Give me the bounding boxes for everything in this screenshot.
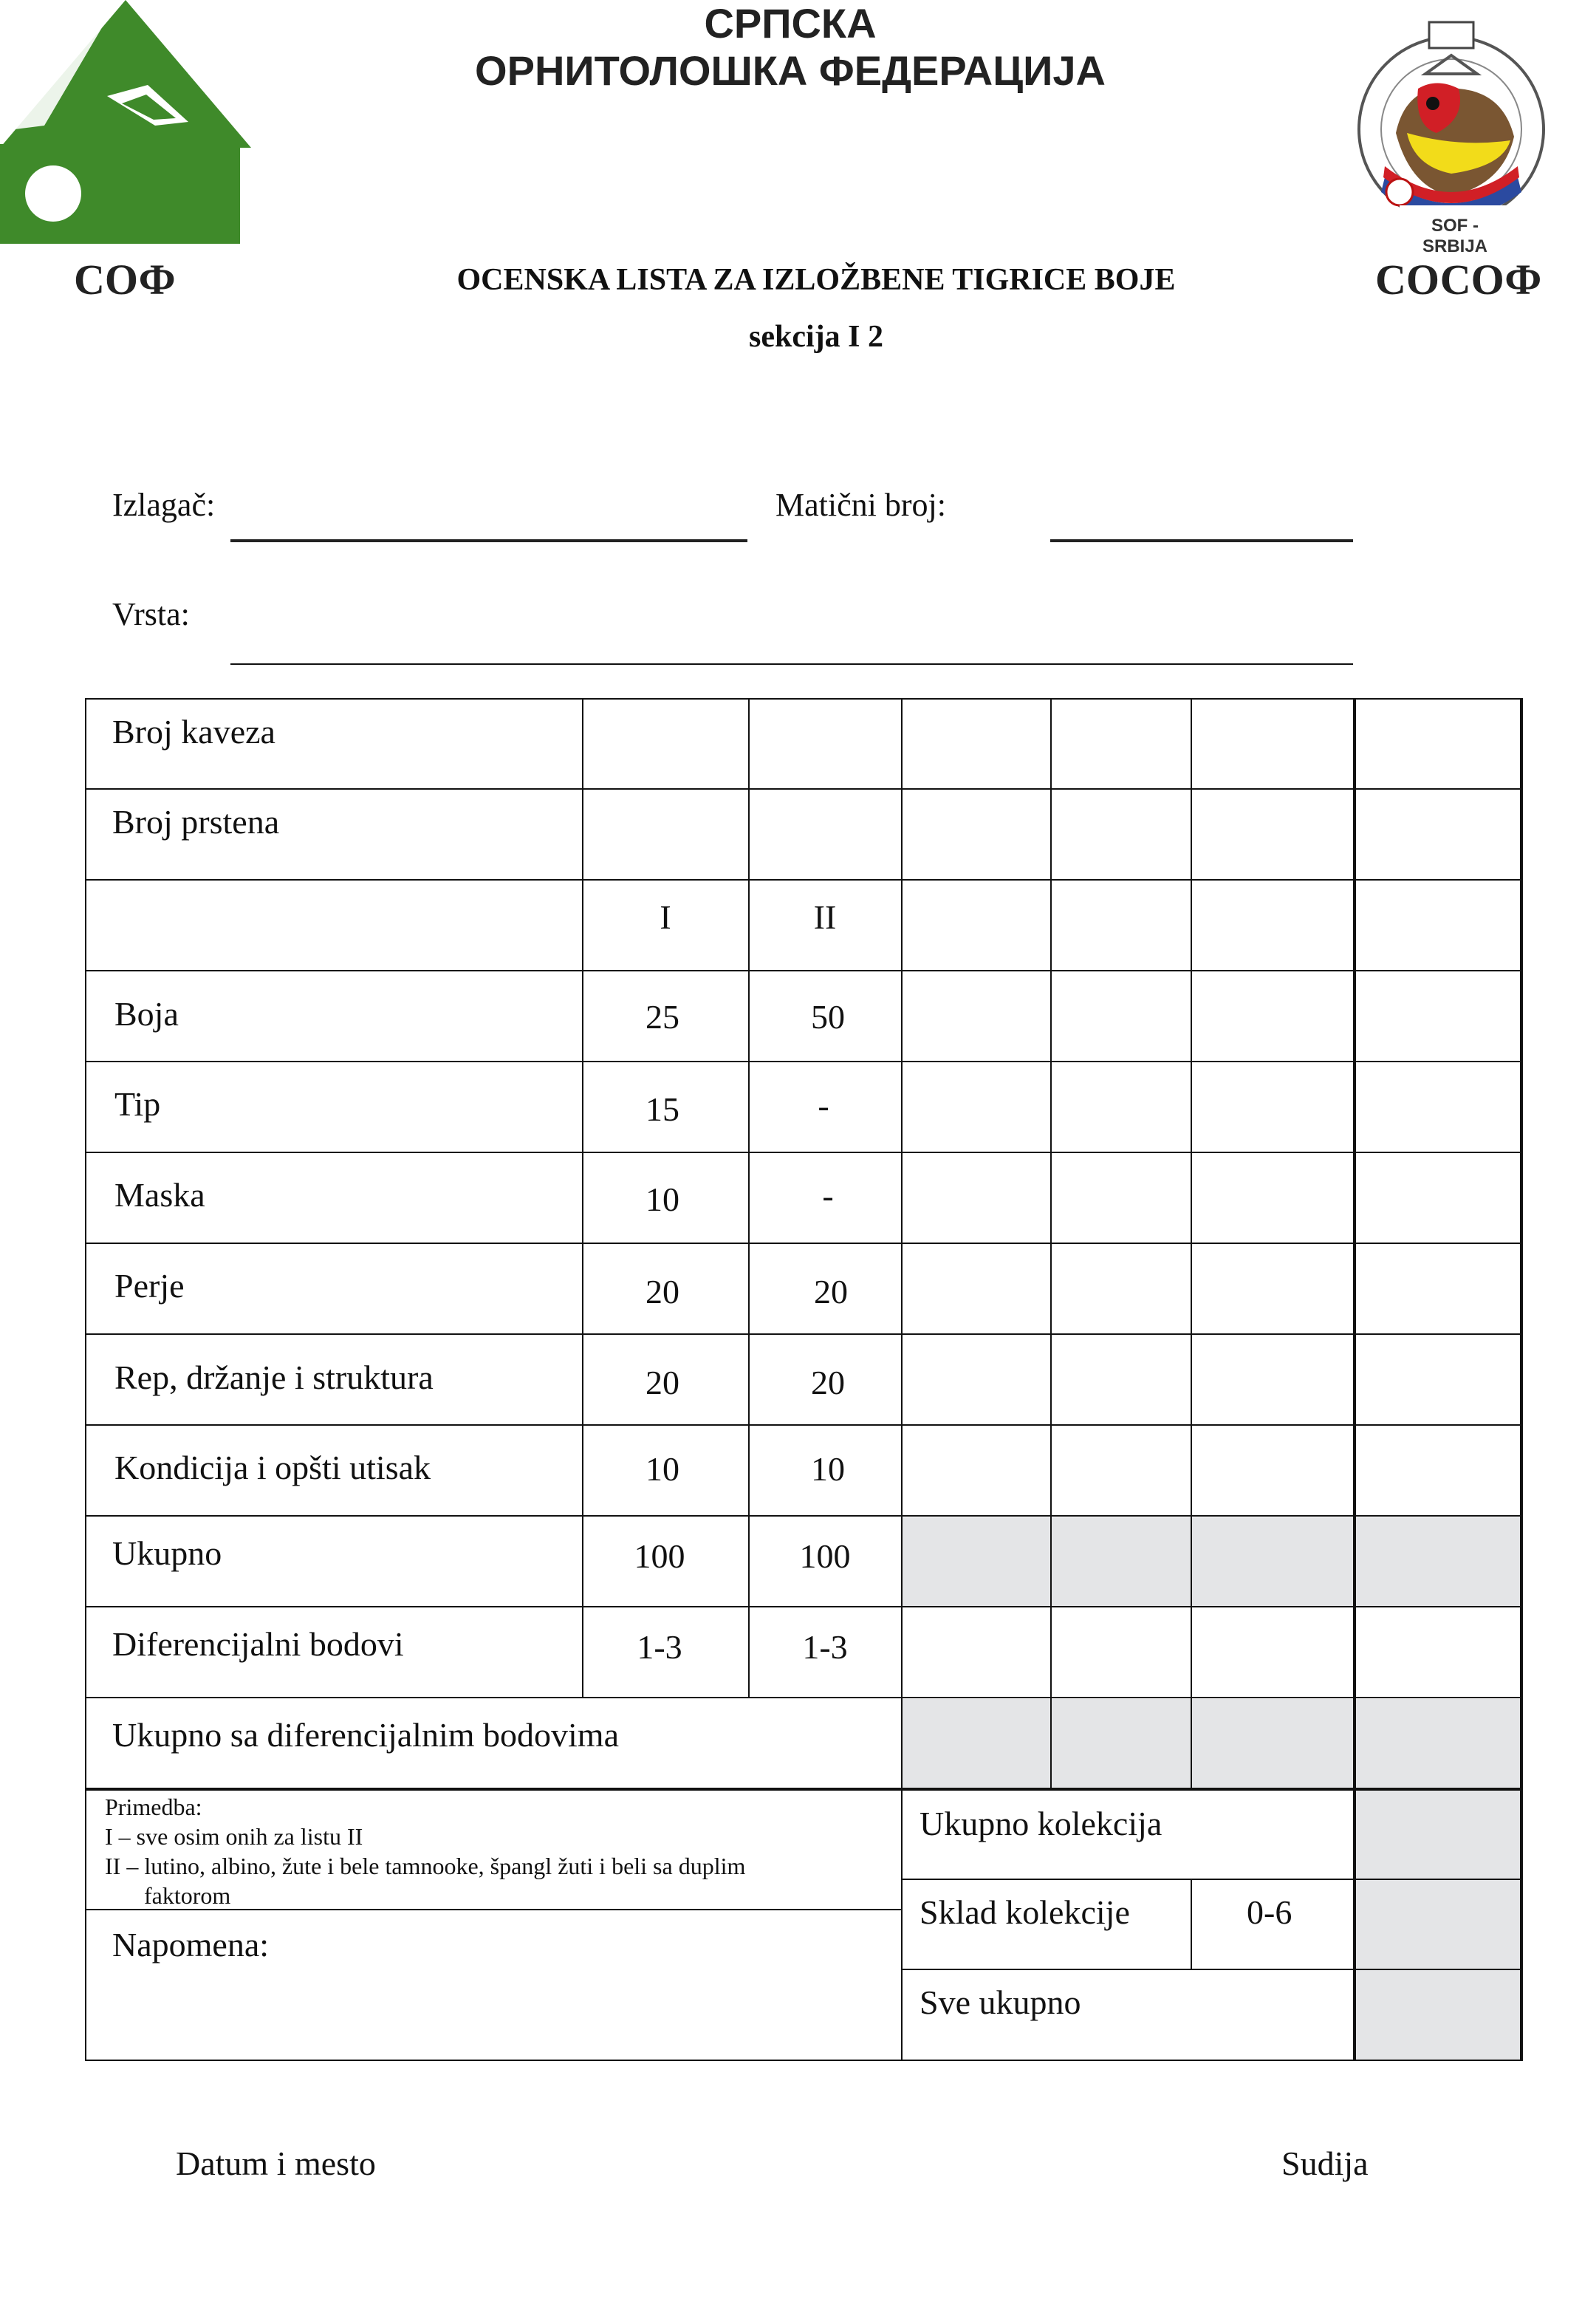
collection-harmony-range: 0-6 (1247, 1893, 1292, 1931)
collection-harmony-label: Sklad kolekcije (920, 1893, 1130, 1931)
column-header-ii: II (813, 898, 837, 936)
max-points-ii: 50 (811, 998, 845, 1036)
shaded-cell (903, 1517, 1521, 1607)
organization-name (384, 0, 1196, 95)
differential-points-ii: 1-3 (802, 1628, 848, 1666)
max-points-ii: 20 (814, 1273, 848, 1310)
criteria-label: Rep, držanje i struktura (114, 1358, 434, 1396)
remark-line-1: I – sve osim onih za listu II (105, 1823, 363, 1850)
left-abbreviation: СОФ (74, 256, 176, 304)
shaded-cell (1356, 1791, 1521, 2061)
collection-total-label: Ukupno kolekcija (920, 1805, 1162, 1842)
criteria-label: Kondicija i opšti utisak (114, 1449, 431, 1486)
differential-label: Diferencijalni bodovi (112, 1625, 404, 1663)
section-label: sekcija I 2 (749, 320, 883, 354)
org-line-2: ОРНИТОЛОШКА ФЕДЕРАЦИЈА (475, 47, 1106, 94)
remark-line-2b: faktorom (144, 1882, 231, 1909)
org-line-1: СРПСКА (704, 0, 877, 47)
species-field[interactable] (230, 663, 1353, 665)
date-place-label: Datum i mesto (176, 2144, 376, 2182)
exhibitor-field[interactable] (230, 539, 747, 542)
form-title: OCENSKA LISTA ZA IZLOŽBENE TIGRICE BOJE (456, 263, 1176, 297)
note-area[interactable] (89, 1972, 897, 2055)
total-points-i: 100 (634, 1537, 685, 1575)
criteria-label: Maska (114, 1176, 205, 1214)
criteria-label: Tip (114, 1085, 161, 1123)
right-abbreviation: СОСОФ (1375, 256, 1542, 304)
column-header-i: I (660, 898, 671, 936)
cage-number-label: Broj kaveza (112, 713, 275, 751)
max-points-i: 20 (646, 1364, 679, 1401)
differential-points-i: 1-3 (637, 1628, 682, 1666)
logo-caption: SOF - SRBIJA (1422, 216, 1488, 256)
max-points-i: 10 (646, 1450, 679, 1488)
max-points-ii: - (818, 1087, 829, 1124)
max-points-i: 15 (646, 1090, 679, 1128)
judge-label: Sudija (1281, 2144, 1369, 2182)
exhibitor-label: Izlagač: (112, 487, 216, 523)
sof-logo (0, 0, 251, 247)
max-points-ii: 10 (811, 1450, 845, 1488)
ring-number-label: Broj prstena (112, 803, 280, 841)
shaded-cell (903, 1699, 1521, 1789)
total-points-ii: 100 (799, 1537, 851, 1575)
sosof-logo (1355, 7, 1547, 256)
species-label: Vrsta: (112, 596, 190, 632)
remark-label: Primedba: (105, 1794, 202, 1820)
max-points-i: 25 (646, 998, 679, 1036)
total-label: Ukupno (112, 1534, 222, 1572)
max-points-ii: - (822, 1177, 834, 1214)
remark-line-2: II – lutino, albino, žute i bele tamnooke, špangl žuti i beli sa duplim (105, 1853, 746, 1879)
reg-number-label: Matični broj: (775, 487, 946, 523)
grand-total-label: Sve ukupno (920, 1983, 1081, 2021)
reg-number-field[interactable] (1050, 539, 1353, 542)
note-label: Napomena: (112, 1926, 270, 1964)
criteria-label: Boja (114, 995, 179, 1033)
total-with-differential-label: Ukupno sa diferencijalnim bodovima (112, 1716, 620, 1754)
max-points-i: 20 (646, 1273, 679, 1310)
max-points-i: 10 (646, 1180, 679, 1218)
criteria-label: Perje (114, 1267, 185, 1305)
max-points-ii: 20 (811, 1364, 845, 1401)
